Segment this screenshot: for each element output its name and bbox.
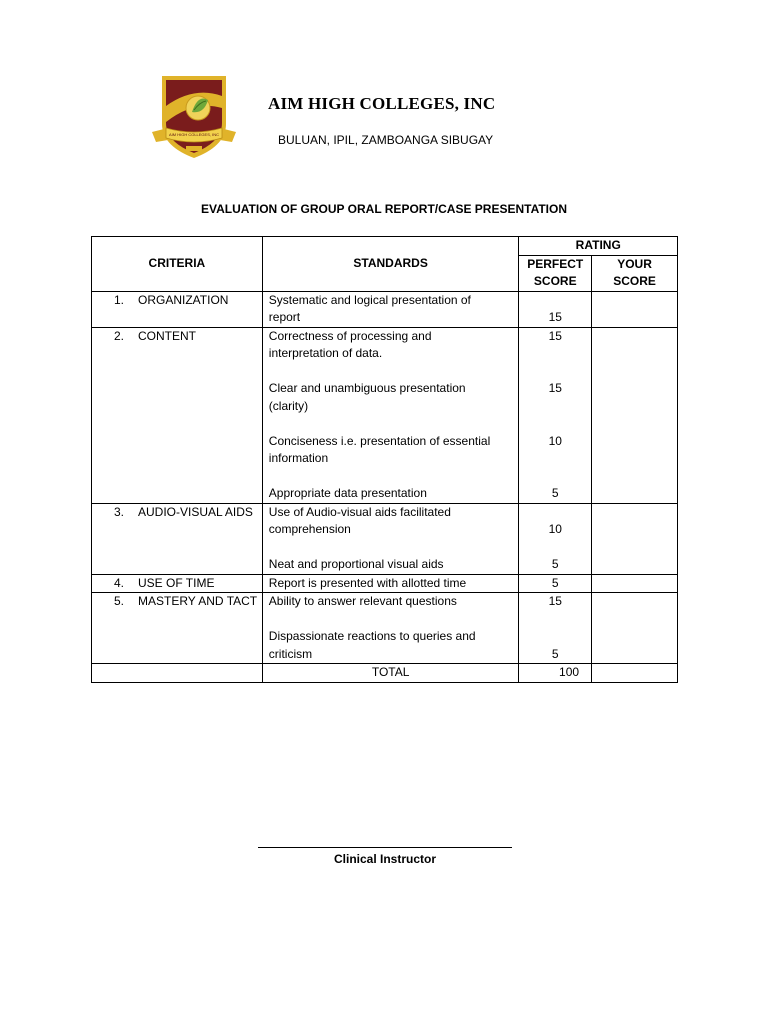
criteria-label: CONTENT — [138, 328, 196, 343]
spacer — [519, 539, 591, 557]
criteria-label: MASTERY AND TACT — [138, 594, 258, 608]
standard-text: information — [268, 451, 329, 465]
standard-text: Clear and unambiguous presentation — [268, 381, 466, 395]
standard-text: comprehension — [268, 522, 351, 536]
spacer — [519, 468, 591, 486]
your-score-cell — [592, 291, 678, 327]
perfect-score-value: 15 — [548, 594, 562, 608]
spacer — [269, 363, 519, 381]
total-value: 100 — [519, 664, 592, 683]
perfect-score-value: 15 — [548, 310, 562, 324]
school-crest-icon — [148, 66, 240, 162]
spacer — [519, 415, 591, 433]
your-score-cell — [592, 593, 678, 664]
standard-text: Ability to answer relevant questions — [268, 594, 457, 608]
table-row — [92, 503, 678, 574]
standards-cell — [262, 503, 519, 574]
spacer — [519, 628, 591, 646]
total-blank-cell — [92, 664, 263, 683]
perfect-score-cell — [519, 291, 592, 327]
table-row — [92, 593, 678, 664]
spacer — [269, 611, 519, 629]
criteria-label: USE OF TIME — [138, 575, 215, 590]
criteria-cell — [92, 327, 263, 503]
your-score-cell — [592, 503, 678, 574]
perfect-score-header: PERFECT SCORE — [519, 255, 592, 291]
standard-text: Appropriate data presentation — [268, 486, 427, 500]
spacer — [519, 292, 591, 310]
spacer — [519, 363, 591, 381]
spacer — [519, 450, 591, 468]
criteria-number: 5. — [114, 594, 125, 608]
your-score-cell — [592, 574, 678, 593]
spacer — [269, 468, 519, 486]
your-score-header: YOUR SCORE — [592, 255, 678, 291]
perfect-score-cell — [519, 574, 592, 593]
table-row — [92, 291, 678, 327]
criteria-number: 3. — [114, 504, 125, 519]
spacer — [519, 504, 591, 522]
standard-text: (clarity) — [268, 398, 309, 413]
perfect-score-cell — [519, 593, 592, 664]
document-title: EVALUATION OF GROUP ORAL REPORT/CASE PRESENTATION — [200, 202, 568, 216]
criteria-cell — [92, 574, 263, 593]
standard-text: Use of Audio-visual aids facilitated — [268, 504, 451, 519]
perfect-score-cell — [519, 327, 592, 503]
perfect-score-value: 5 — [551, 575, 559, 590]
criteria-number: 4. — [114, 575, 125, 590]
school-address: BULUAN, IPIL, ZAMBOANGA SIBUGAY — [278, 133, 494, 147]
school-name: AIM HIGH COLLEGES, INC — [268, 94, 496, 113]
criteria-cell — [92, 593, 263, 664]
standards-cell — [262, 574, 519, 593]
perfect-score-value: 15 — [548, 328, 562, 343]
standard-text: interpretation of data. — [268, 346, 383, 360]
standard-text: Correctness of processing and — [268, 328, 432, 343]
table-row — [92, 574, 678, 593]
criteria-number: 2. — [114, 328, 125, 343]
standard-text: Dispassionate reactions to queries and — [268, 629, 476, 643]
standard-text: Report is presented with allotted time — [268, 575, 467, 590]
total-row — [92, 664, 678, 683]
evaluation-table — [91, 236, 678, 683]
perfect-score-value: 10 — [548, 433, 562, 448]
svg-text:AIM HIGH COLLEGES, INC: AIM HIGH COLLEGES, INC — [168, 132, 220, 137]
signature-line — [258, 847, 512, 848]
perfect-score-value: 5 — [551, 486, 559, 500]
total-end-cell — [592, 664, 678, 683]
perfect-score-value: 5 — [551, 557, 559, 571]
signature-label: Clinical Instructor — [333, 852, 437, 866]
criteria-cell — [92, 291, 263, 327]
standards-header: STANDARDS — [262, 237, 519, 292]
criteria-label: AUDIO-VISUAL AIDS — [138, 504, 253, 519]
criteria-label: ORGANIZATION — [138, 292, 229, 307]
total-label: TOTAL — [262, 664, 519, 683]
standard-text: Conciseness i.e. presentation of essential — [268, 433, 491, 448]
perfect-score-value: 15 — [548, 381, 562, 395]
perfect-score-cell — [519, 503, 592, 574]
criteria-header: CRITERIA — [92, 237, 263, 292]
spacer — [519, 345, 591, 363]
standard-text: report — [268, 310, 301, 324]
standards-cell — [262, 327, 519, 503]
standard-text: Systematic and logical presentation of — [268, 292, 471, 307]
standard-text: criticism — [268, 646, 313, 661]
criteria-number: 1. — [114, 292, 125, 307]
rating-header: RATING — [519, 237, 678, 256]
spacer — [519, 398, 591, 416]
perfect-score-value: 10 — [548, 522, 562, 536]
spacer — [269, 539, 519, 557]
standard-text: Neat and proportional visual aids — [268, 557, 444, 571]
table-row — [92, 327, 678, 503]
spacer — [269, 415, 519, 433]
perfect-score-value: 5 — [551, 646, 559, 661]
spacer — [519, 611, 591, 629]
criteria-cell — [92, 503, 263, 574]
standards-cell — [262, 593, 519, 664]
your-score-cell — [592, 327, 678, 503]
standards-cell — [262, 291, 519, 327]
